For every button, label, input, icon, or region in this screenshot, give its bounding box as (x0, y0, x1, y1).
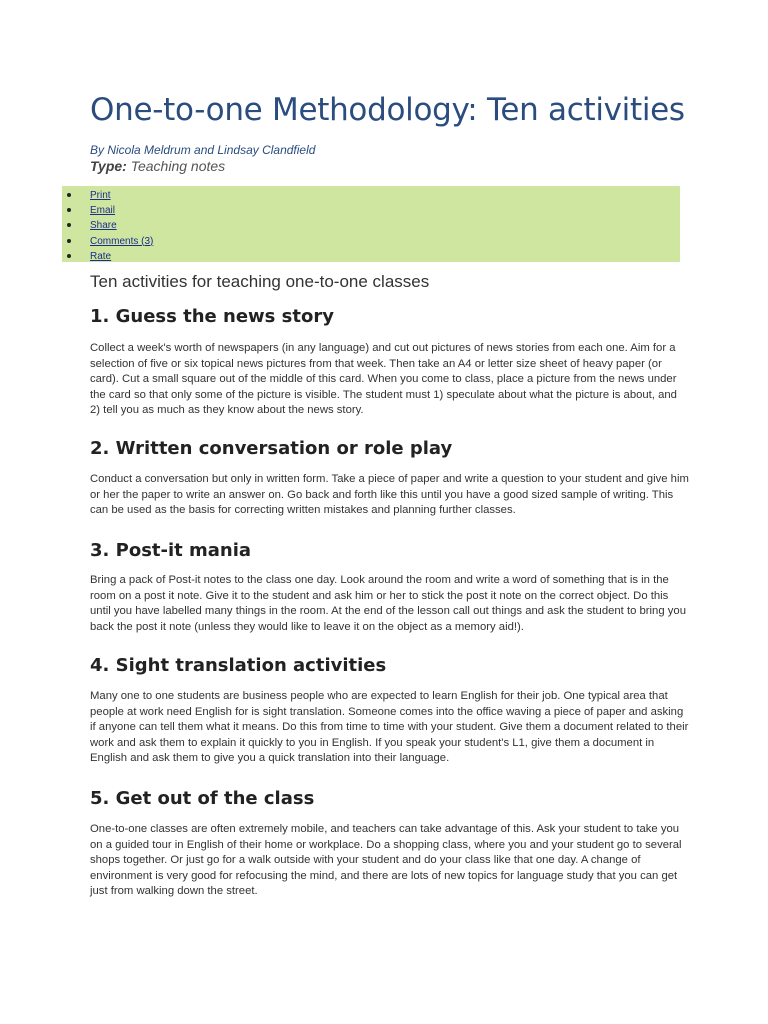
action-toolbar (62, 186, 680, 262)
action-item-share (62, 218, 680, 233)
section-4-title: 4. Sight translation activities (90, 655, 387, 676)
type-line (90, 158, 225, 174)
section-3-title: 3. Post-it mania (90, 540, 252, 561)
action-item-rate (62, 249, 680, 264)
bullet-icon (67, 239, 71, 243)
section-3-body: Bring a pack of Post-it notes to the class one day. Look around the room and write a word of something that is in the room on a post it note. Give it to the student and ask him or her to stick the post it note on the correct object. Do this until you have labelled many things in the room. At the end of the lesson call out things and ask the student to bring you back the post it note (unless they would like to leave it on the object as a memory aid!). (90, 574, 686, 633)
section-2-body: Conduct a conversation but only in written form. Take a piece of paper and write a question to your student and give him or her the paper to write an answer on. Go back and forth like this until you have a good sized sample of writing. This can be used as the basis for correcting written mistakes and planning further classes. (90, 473, 689, 516)
action-item-print (62, 188, 680, 203)
section-5-body: One-to-one classes are often extremely mobile, and teachers can take advantage of this. Ask your student to take you on a guided tour in English of their home or workplace. Do a shopping class, where you and your student go to several shops together. Or just go for a walk outside with your student and do your class like that one day. A change of environment is very good for refocusing the mind, and there are lots of new topics for language study that you can get just from walking down the street. (90, 823, 682, 897)
comments-link[interactable]: Comments (3) (90, 235, 154, 247)
section-4-body: Many one to one students are business people who are expected to learn English for their job. One typical area that people at work need English for is sight translation. Someone comes into the office waving a piece of paper and asking if anyone can tell them what it means. Do this from time to time with your student. Give them a document related to their work and ask them to explain it quickly to you in English. If you speak your student's L1, give them a document in English and ask them to give you a quick translation into their language. (90, 690, 689, 764)
bullet-icon (67, 254, 71, 258)
rate-link[interactable]: Rate (90, 250, 112, 262)
bullet-icon (67, 208, 71, 212)
action-list (62, 186, 680, 264)
section-5-title: 5. Get out of the class (90, 788, 315, 809)
type-value: Teaching notes (130, 158, 226, 174)
action-item-comments (62, 234, 680, 249)
section-1-body: Collect a week's worth of newspapers (in any language) and cut out pictures of news stories from each one. Aim for a selection of five or six topical news pictures from that week. Then take an A4 or letter size sheet of heavy paper (or card). Cut a small square out of the middle of this card. When you come to class, place a picture from the news under the card so that only some of the picture is visible. The student must 1) speculate about what the picture is about, and 2) tell you as much as they know about the news story. (90, 342, 677, 416)
action-item-email (62, 203, 680, 218)
bullet-icon (67, 223, 71, 227)
author-byline: By Nicola Meldrum and Lindsay Clandfield (90, 143, 316, 157)
type-label: Type: (90, 158, 127, 174)
print-link[interactable]: Print (90, 190, 111, 201)
section-1-title: 1. Guess the news story (90, 306, 334, 327)
share-link[interactable]: Share (90, 220, 117, 232)
bullet-icon (67, 193, 71, 197)
article-subtitle: Ten activities for teaching one-to-one classes (90, 272, 430, 291)
email-link[interactable]: Email (90, 205, 116, 217)
page-title: One-to-one Methodology: Ten activities (90, 92, 685, 128)
section-2-title: 2. Written conversation or role play (90, 438, 453, 459)
